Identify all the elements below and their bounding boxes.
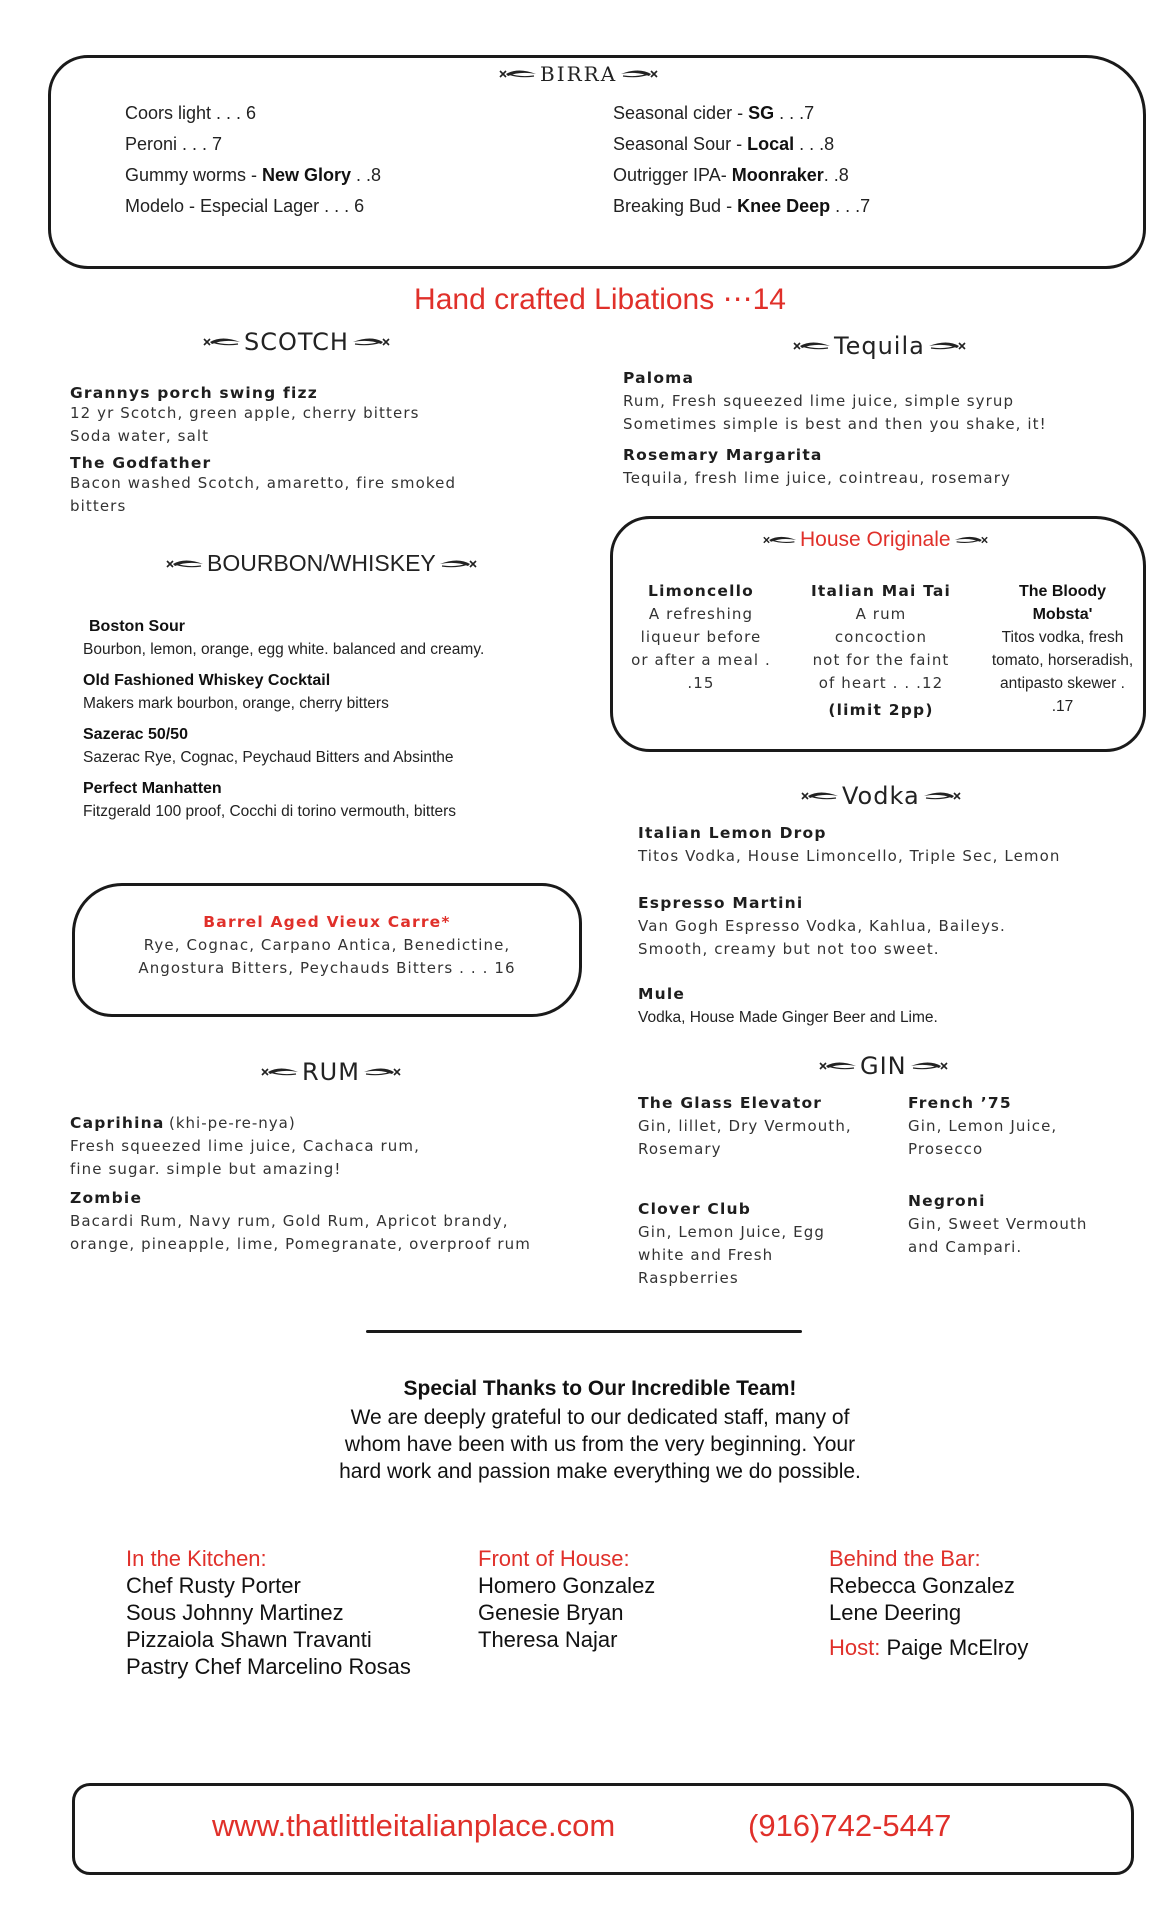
drink-desc: liqueur before	[640, 628, 762, 646]
credit-name: Theresa Najar	[478, 1627, 618, 1652]
drink-desc: Van Gogh Espresso Vodka, Kahlua, Baileys.	[638, 917, 1006, 935]
drink-name: Boston Sour	[89, 618, 185, 635]
ornament-right-icon	[362, 1066, 402, 1078]
drink-name: Mule	[638, 985, 686, 1003]
credit-label: Behind the Bar:	[829, 1546, 981, 1571]
drink-desc: Rye, Cognac, Carpano Antica, Benedictine,	[143, 936, 511, 954]
birra-right-list	[613, 98, 870, 222]
drink-desc: Angostura Bitters, Peychauds Bitters . . . 16	[138, 959, 516, 977]
credits-front-of-house	[478, 1545, 655, 1653]
credit-host-row	[829, 1634, 1028, 1661]
bourbon-list	[83, 616, 484, 824]
credits-bar	[829, 1545, 1028, 1661]
rum-list	[70, 1112, 531, 1256]
beer-item: Modelo - Especial Lager . . . 6	[125, 196, 365, 216]
drink-name: Limoncello	[648, 582, 754, 600]
ornament-right-icon	[953, 534, 989, 546]
drink-desc: A rum	[855, 605, 907, 623]
drink-name: The Bloody	[1018, 583, 1107, 600]
scotch-title: SCOTCH	[202, 328, 391, 356]
gin-negroni	[908, 1190, 1088, 1259]
divider	[366, 1330, 802, 1333]
drink-desc: or after a meal .	[631, 651, 771, 669]
credit-label: Host:	[829, 1635, 881, 1660]
drink-desc: 12 yr Scotch, green apple, cherry bitters	[70, 404, 420, 422]
drink-name: French ’75	[908, 1094, 1012, 1112]
ornament-right-icon	[351, 336, 391, 348]
drink-name: Paloma	[623, 369, 695, 387]
drink-name: The Glass Elevator	[638, 1094, 823, 1112]
credit-label: In the Kitchen:	[126, 1546, 267, 1571]
drink-name: Perfect Manhatten	[83, 780, 222, 797]
drink-desc: white and Fresh	[638, 1246, 774, 1264]
ornament-left-icon	[792, 340, 832, 352]
beer-item: Peroni . . . 7	[125, 134, 223, 154]
drink-desc: Titos vodka, fresh	[1001, 629, 1124, 646]
drink-name: Clover Club	[638, 1200, 752, 1218]
drink-name: Italian Lemon Drop	[638, 824, 827, 842]
drink-desc: Prosecco	[908, 1140, 984, 1158]
drink-desc: Gin, Sweet Vermouth	[908, 1215, 1088, 1233]
house-bloody-mobsta	[980, 580, 1145, 718]
credit-name: Lene Deering	[829, 1600, 962, 1625]
drink-name: Mobsta'	[1032, 606, 1093, 623]
drink-name: Negroni	[908, 1192, 986, 1210]
drink-name: Rosemary Margarita	[623, 446, 823, 464]
drink-desc: Gin, lillet, Dry Vermouth,	[638, 1117, 852, 1135]
drink-name: Italian Mai Tai	[810, 582, 952, 600]
drink-name: The Godfather	[70, 454, 212, 472]
ornament-right-icon	[438, 558, 478, 570]
credit-name: Rebecca Gonzalez	[829, 1573, 1015, 1598]
drink-name: Zombie	[70, 1189, 143, 1207]
drink-desc: A refreshing	[648, 605, 754, 623]
house-limoncello	[617, 580, 785, 695]
credit-name: Pizzaiola Shawn Travanti	[126, 1627, 372, 1652]
beer-item: Outrigger IPA- Moonraker. .8	[613, 165, 849, 185]
drink-desc: tomato, horseradish,	[991, 652, 1134, 669]
ornament-left-icon	[762, 534, 798, 546]
ornament-right-icon	[922, 790, 962, 802]
drink-desc: antipasto skewer .	[1000, 675, 1125, 692]
ornament-left-icon	[800, 790, 840, 802]
ornament-left-icon	[260, 1066, 300, 1078]
drink-desc: Sazerac Rye, Cognac, Peychaud Bitters and Absinthe	[83, 749, 454, 766]
thanks-line: hard work and passion make everything we do possible.	[339, 1460, 861, 1483]
drink-name: Caprihina	[70, 1114, 165, 1132]
drink-desc: Makers mark bourbon, orange, cherry bitters	[83, 695, 389, 712]
drink-desc: Smooth, creamy but not too sweet.	[638, 940, 940, 958]
drink-name: Espresso Martini	[638, 894, 804, 912]
credit-name: Pastry Chef Marcelino Rosas	[126, 1654, 411, 1679]
drink-desc: concoction	[834, 628, 928, 646]
tequila-title: Tequila	[792, 332, 967, 360]
footer-phone[interactable]: (916)742-5447	[748, 1808, 952, 1843]
pronunciation: (khi-pe-re-nya)	[168, 1114, 296, 1132]
ornament-left-icon	[818, 1060, 858, 1072]
gin-title: GIN	[818, 1052, 949, 1080]
house-originale-title: House Originale	[762, 528, 989, 552]
ornament-left-icon	[498, 68, 538, 80]
birra-left-list	[125, 98, 381, 222]
beer-item: Coors light . . . 6	[125, 103, 257, 123]
drink-desc: of heart . . .12	[818, 674, 944, 692]
drink-desc: Bourbon, lemon, orange, egg white. balanced and creamy.	[83, 641, 485, 658]
drink-desc: Rosemary	[638, 1140, 722, 1158]
credit-name: Homero Gonzalez	[478, 1573, 656, 1598]
drink-desc: Rum, Fresh squeezed lime juice, simple syrup	[623, 392, 1015, 410]
drink-desc: Fresh squeezed lime juice, Cachaca rum,	[70, 1137, 420, 1155]
credit-name: Chef Rusty Porter	[126, 1573, 301, 1598]
drink-desc: Vodka, House Made Ginger Beer and Lime.	[638, 1009, 938, 1026]
bourbon-title: BOURBON/WHISKEY	[165, 550, 478, 577]
credit-label: Front of House:	[478, 1546, 630, 1571]
house-mai-tai	[795, 580, 967, 723]
drink-name-row	[70, 1112, 531, 1135]
vodka-title: Vodka	[800, 782, 962, 810]
beer-item: Seasonal cider - SG . . .7	[613, 103, 815, 123]
drink-desc: .17	[1051, 698, 1074, 715]
credit-name: Paige McElroy	[886, 1635, 1029, 1660]
drink-desc: not for the faint	[812, 651, 950, 669]
vieux-carre-block	[72, 910, 582, 980]
tequila-list	[623, 367, 1047, 490]
vieux-carre-name: Barrel Aged Vieux Carre*	[203, 913, 451, 931]
drink-name: Old Fashioned Whiskey Cocktail	[83, 672, 331, 689]
libations-header: Hand crafted Libations ⋯14	[414, 283, 786, 316]
gin-clover-club	[638, 1198, 825, 1290]
drink-desc: Soda water, salt	[70, 427, 210, 445]
drink-desc: orange, pineapple, lime, Pomegranate, overproof rum	[70, 1235, 531, 1253]
drink-desc: Tequila, fresh lime juice, cointreau, rosemary	[623, 469, 1011, 487]
drink-desc: Titos Vodka, House Limoncello, Triple Sec, Lemon	[638, 847, 1061, 865]
drink-desc: Gin, Lemon Juice, Egg	[638, 1223, 825, 1241]
beer-item: Seasonal Sour - Local . . .8	[613, 134, 835, 154]
ornament-left-icon	[165, 558, 205, 570]
drink-name: Sazerac 50/50	[83, 726, 188, 743]
ornament-right-icon	[619, 68, 659, 80]
drink-desc: Bacon washed Scotch, amaretto, fire smoked	[70, 474, 457, 492]
gin-glass-elevator	[638, 1092, 852, 1161]
thanks-title: Special Thanks to Our Incredible Team!	[403, 1377, 797, 1400]
drink-desc: bitters	[70, 497, 127, 515]
ornament-right-icon	[909, 1060, 949, 1072]
gin-french-75	[908, 1092, 1057, 1161]
birra-title: BIRRA	[498, 62, 659, 86]
drink-desc: Gin, Lemon Juice,	[908, 1117, 1058, 1135]
beer-item: Breaking Bud - Knee Deep . . .7	[613, 196, 871, 216]
drink-desc: .15	[687, 674, 715, 692]
beer-item: Gummy worms - New Glory . .8	[125, 165, 382, 185]
drink-desc: Fitzgerald 100 proof, Cocchi di torino vermouth, bitters	[83, 803, 457, 820]
vodka-list	[638, 822, 1061, 1030]
drink-name: Grannys porch swing fizz	[70, 384, 318, 402]
credit-name: Genesie Bryan	[478, 1600, 624, 1625]
thanks-line: whom have been with us from the very beginning. Your	[344, 1433, 856, 1456]
ornament-right-icon	[927, 340, 967, 352]
credits-kitchen	[126, 1545, 411, 1680]
drink-desc: Raspberries	[638, 1269, 739, 1287]
credit-name: Sous Johnny Martinez	[126, 1600, 344, 1625]
drink-desc: Bacardi Rum, Navy rum, Gold Rum, Apricot brandy,	[70, 1212, 509, 1230]
ornament-left-icon	[202, 336, 242, 348]
scotch-list	[70, 384, 456, 518]
drink-desc: and Campari.	[908, 1238, 1023, 1256]
footer-website[interactable]: www.thatlittleitalianplace.com	[212, 1808, 616, 1843]
thanks-block	[0, 1374, 1166, 1485]
thanks-line: We are deeply grateful to our dedicated staff, many of	[350, 1406, 850, 1429]
drink-desc: fine sugar. simple but amazing!	[70, 1160, 342, 1178]
limit-note: (limit 2pp)	[828, 701, 934, 719]
drink-desc: Sometimes simple is best and then you shake, it!	[623, 415, 1047, 433]
rum-title: RUM	[260, 1058, 402, 1086]
